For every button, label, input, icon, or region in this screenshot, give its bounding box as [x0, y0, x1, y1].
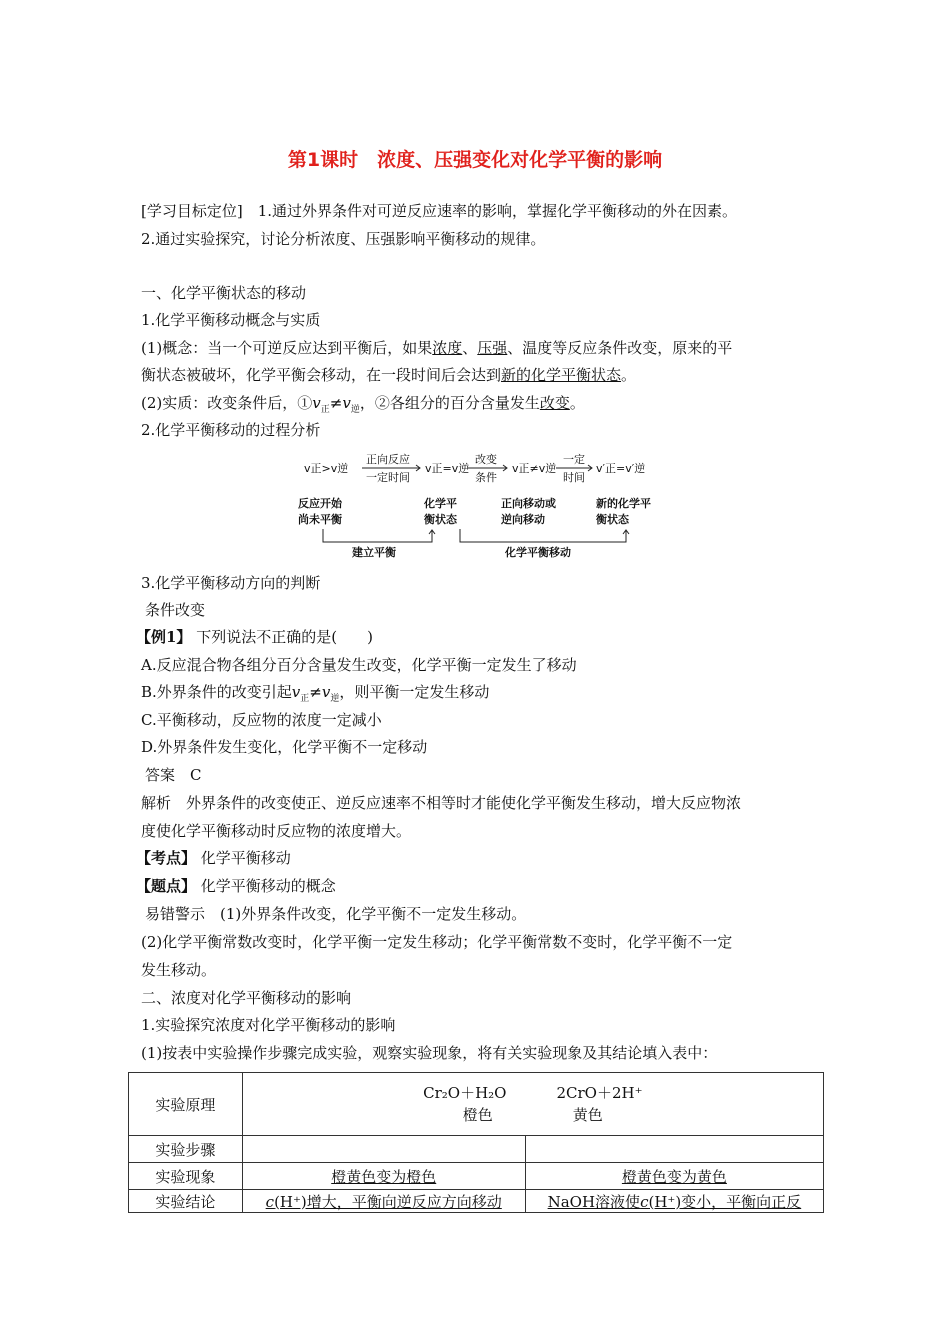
essence-text-b: ，②各组分的百分含量发生 [359, 394, 540, 412]
page-title: 第1课时 浓度、压强变化对化学平衡的影响 [287, 149, 663, 171]
steps-cell-left [242, 1136, 525, 1163]
row-label-steps: 实验步骤 [129, 1136, 243, 1163]
phenomenon-left-text: 橙黄色变为橙色 [331, 1167, 437, 1186]
conclusion-left-c: c [265, 1192, 275, 1211]
diagram-state-3: v正≠v逆 [512, 462, 557, 475]
steps-cell-right [525, 1136, 823, 1163]
diagram-label-shift: 化学平衡移动 [505, 546, 571, 559]
essence-ne: ≠ [329, 394, 343, 412]
diagram-box3-line1: 正向移动或 [501, 497, 556, 510]
example-tidian [136, 876, 336, 896]
essence-end: 。 [569, 394, 585, 412]
table-row [129, 1073, 824, 1136]
equation-right: 2CrO＋2H⁺ [556, 1084, 643, 1102]
conclusion-right-a: NaOH溶液使 [547, 1192, 641, 1211]
equation-left: Cr₂O＋H₂O [423, 1084, 507, 1102]
experiment-table [128, 1072, 824, 1213]
phenomenon-right [525, 1163, 823, 1190]
table-row [129, 1163, 824, 1190]
concept-text-a: (1)概念：当一个可逆反应达到平衡后，如果 [141, 339, 433, 357]
diagram-box1-line1: 反应开始 [298, 497, 342, 510]
diagram-arrow1-top: 正向反应 [366, 453, 410, 466]
phenomenon-right-text: 橙黄色变为黄色 [621, 1167, 727, 1186]
concept-underline-pressure: 压强 [477, 339, 508, 357]
section2-heading: 二、浓度对化学平衡移动的影响 [141, 989, 352, 1007]
example-option-c: C.平衡移动，反应物的浓度一定减小 [141, 711, 382, 729]
diagram-box2-line1: 化学平 [424, 497, 457, 510]
principle-cell [242, 1073, 823, 1136]
essence-sub2: 逆 [350, 405, 360, 415]
option-b-v1: v [291, 683, 301, 701]
essence-sub1: 正 [320, 405, 330, 415]
example-kaodian [136, 848, 291, 868]
diagram-box2-line2: 衡状态 [424, 513, 457, 526]
section1-heading: 一、化学平衡状态的移动 [141, 284, 307, 302]
diagram-arrow2-bottom: 条件 [475, 471, 497, 484]
section2-sub1: 1.实验探究浓度对化学平衡移动的影响 [141, 1016, 396, 1034]
essence-v1: v [312, 394, 321, 412]
option-b-v2: v [321, 683, 331, 701]
conclusion-right [525, 1190, 823, 1213]
section2-step1: (1)按表中实验操作步骤完成实验，观察实验现象，将有关实验现象及其结论填入表中： [141, 1044, 718, 1062]
conclusion-left [242, 1190, 525, 1213]
example-option-d: D.外界条件发生变化，化学平衡不一定移动 [141, 738, 428, 756]
diagram-arrow3-top: 一定 [563, 453, 585, 466]
option-b-ne: ≠ [309, 683, 322, 701]
option-b-text-a: B.外界条件的改变引起 [141, 683, 292, 701]
section1-sub3-text: 条件改变 [145, 601, 206, 619]
diagram-arrow3-bottom: 时间 [563, 471, 585, 484]
reaction-equation [243, 1082, 823, 1104]
example-label: 【例1】 [136, 628, 192, 646]
diagram-state-2: v正=v逆 [425, 462, 470, 475]
diagram-box1-line2: 尚未平衡 [298, 513, 342, 526]
equilibrium-shift-diagram [300, 455, 650, 567]
objectives-line-1: [学习目标定位] 1.通过外界条件对可逆反应速率的影响，掌握化学平衡移动的外在因素。 [141, 202, 738, 220]
example-option-a: A.反应混合物各组分百分含量发生改变，化学平衡一定发生了移动 [141, 656, 577, 674]
warning-line-3: 发生移动。 [141, 961, 217, 979]
option-b-sub2: 逆 [330, 694, 340, 704]
diagram-box4-line2: 衡状态 [596, 513, 629, 526]
essence-text-a: (2)实质：改变条件后，① [141, 394, 313, 412]
concept-text-b: 、温度等反应条件改变，原来的平 [507, 339, 733, 357]
table-row [129, 1190, 824, 1213]
diagram-label-build: 建立平衡 [352, 546, 396, 559]
concept-line-1 [141, 338, 732, 358]
tidian-label: 【题点】 [136, 877, 197, 895]
diagram-arrow2-top: 改变 [475, 453, 497, 466]
row-label-principle: 实验原理 [129, 1073, 243, 1136]
phenomenon-left [242, 1163, 525, 1190]
diagram-state-1: v正>v逆 [304, 462, 349, 475]
row-label-conclusion: 实验结论 [129, 1190, 243, 1213]
concept-text-c: 衡状态被破坏，化学平衡会移动，在一段时间后会达到 [141, 366, 502, 384]
diagram-state-4: v′正=v′逆 [596, 462, 646, 475]
essence-line [141, 393, 585, 420]
concept-end: 。 [621, 366, 637, 384]
table-row [129, 1136, 824, 1163]
diagram-box4-line1: 新的化学平 [596, 497, 651, 510]
concept-underline-concentration: 浓度 [432, 339, 463, 357]
diagram-arrow1-bottom: 一定时间 [366, 471, 410, 484]
essence-underline-change: 改变 [539, 394, 570, 412]
kaodian-text: 化学平衡移动 [200, 849, 291, 867]
color-orange: 橙色 [462, 1106, 493, 1124]
color-yellow: 黄色 [572, 1106, 603, 1124]
section1-sub3: 3.化学平衡移动方向的判断 [141, 574, 321, 592]
example-answer: 答案 C [145, 766, 202, 784]
kaodian-label: 【考点】 [136, 849, 197, 867]
conclusion-right-b: (H⁺)变小，平衡向正反 [648, 1192, 802, 1211]
section1-sub1: 1.化学平衡移动概念与实质 [141, 311, 321, 329]
concept-sep: 、 [462, 339, 478, 357]
example-analysis-line-1: 解析 外界条件的改变使正、逆反应速率不相等时才能使化学平衡发生移动，增大反应物浓 [141, 794, 742, 812]
essence-v2: v [342, 394, 351, 412]
example-question-line [136, 627, 373, 647]
option-b-text-b: ，则平衡一定发生移动 [339, 683, 490, 701]
warning-line-1: 易错警示 (1)外界条件改变，化学平衡不一定发生移动。 [145, 905, 527, 923]
row-label-phenomenon: 实验现象 [129, 1163, 243, 1190]
conclusion-right-c: c [640, 1192, 649, 1211]
section1-sub2: 2.化学平衡移动的过程分析 [141, 421, 321, 439]
option-b-sub1: 正 [300, 694, 310, 704]
reaction-colors [243, 1104, 823, 1126]
conclusion-left-text: (H⁺)增大，平衡向逆反应方向移动 [274, 1192, 502, 1211]
example-question: 下列说法不正确的是( ) [196, 628, 373, 646]
concept-line-2 [141, 365, 636, 385]
tidian-text: 化学平衡移动的概念 [200, 877, 336, 895]
warning-line-2: (2)化学平衡常数改变时，化学平衡一定发生移动；化学平衡常数不变时，化学平衡不一定 [141, 933, 733, 951]
diagram-box3-line2: 逆向移动 [501, 513, 545, 526]
example-analysis-line-2: 度使化学平衡移动时反应物的浓度增大。 [141, 822, 412, 840]
concept-underline-new-state: 新的化学平衡状态 [501, 366, 622, 384]
objectives-line-2: 2.通过实验探究，讨论分析浓度、压强影响平衡移动的规律。 [141, 230, 546, 248]
example-option-b [141, 682, 489, 709]
